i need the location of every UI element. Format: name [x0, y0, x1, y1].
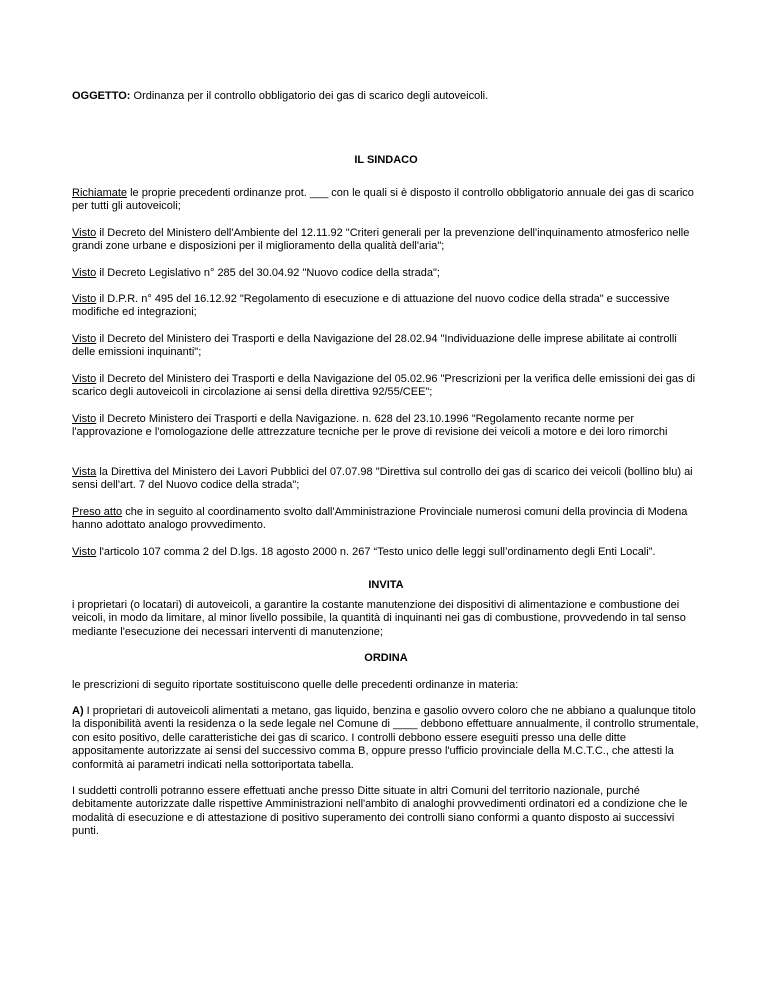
premise-text: il Decreto Legislativo n° 285 del 30.04.92 "Nuovo codice della strada";	[96, 267, 440, 279]
final-paragraph: I suddetti controlli potranno essere effettuati anche presso Ditte situate in altri Comuni del territorio nazionale, purché debitamente autorizzate dalle rispettive Amministrazioni nell'ambito di analoghi provvedimenti ordinatori ed a condizione che le modalità di esecuzione e di attestazione di positivo superamento dei controlli siano conformi a quanto disposto ai successivi punti.	[72, 785, 688, 838]
premise-text: il Decreto Ministero dei Trasporti e della Navigazione. n. 628 del 23.10.1996 "Regolamento recante norme per l'approvazione e l'omologazione delle attrezzature tecniche per le prove di revisione dei veicoli a motore e dei loro rimorchi	[72, 413, 668, 439]
premise-text: il Decreto del Ministero dell'Ambiente del 12.11.92 "Criteri generali per la prevenzione dell'inquinamento atmosferico nelle grandi zone urbane e disposizioni per il miglioramento della qualità dell'aria";	[72, 227, 690, 253]
subject-label: OGGETTO:	[72, 90, 131, 102]
point-a-label: A)	[72, 705, 84, 717]
point-a-paragraph	[72, 705, 700, 772]
premise-visto-dm-trasporti-96	[72, 373, 700, 400]
heading-invita: INVITA	[368, 579, 404, 591]
point-a-text: I proprietari di autoveicoli alimentati a metano, gas liquido, benzina e gasolio ovvero coloro che ne abbiano a qualunque titolo la disponibilità aventi la residenza o la sede legale nel Comune di ____ debbono effettuare annualmente, il controllo strumentale, con esito positivo, delle caratteristiche dei gas di scarico. I controlli debbono essere eseguiti presso una delle ditte appositamente autorizzate ai sensi del successivo comma B, oppure presso l'ufficio provinciale della M.C.T.C., che attesti la conformità ai parametri indicati nella sottoriportata tabella.	[72, 705, 699, 771]
premise-key: Visto	[72, 546, 97, 558]
heading-ordina: ORDINA	[364, 652, 408, 664]
ordina-intro: le prescrizioni di seguito riportate sostituiscono quelle delle precedenti ordinanze in materia:	[72, 679, 519, 691]
premise-text: il Decreto del Ministero dei Trasporti e della Navigazione del 28.02.94 "Individuazione delle imprese abilitate ai controlli delle emissioni inquinanti";	[72, 333, 677, 359]
premise-visto-dlgs-285	[72, 267, 700, 280]
premise-text: il Decreto del Ministero dei Trasporti e della Navigazione del 05.02.96 "Prescrizioni per la verifica delle emissioni dei gas di scarico degli autoveicoli in circolazione ai sensi della direttiva 92/55/CEE";	[72, 373, 696, 399]
heading-sindaco: IL SINDACO	[354, 154, 418, 166]
premise-richiamate	[72, 187, 700, 214]
premise-vista-direttiva	[72, 466, 700, 493]
premise-text: il D.P.R. n° 495 del 16.12.92 "Regolamento di esecuzione e di attuazione del nuovo codice della strada" e successive modifiche ed integrazioni;	[72, 293, 670, 319]
premise-key: Visto	[72, 227, 97, 239]
premise-text: la Direttiva del Ministero dei Lavori Pubblici del 07.07.98 "Direttiva sul controllo dei gas di scarico dei veicoli (bollino blu) ai sensi dell'art. 7 del Nuovo codice della strada";	[72, 466, 693, 492]
subject-line	[72, 90, 700, 103]
premise-preso-atto	[72, 506, 700, 533]
premise-key: Richiamate	[72, 187, 128, 199]
premise-key: Visto	[72, 293, 97, 305]
premise-visto-dm-628	[72, 413, 700, 440]
premise-key: Preso atto	[72, 506, 123, 518]
premise-key: Visto	[72, 413, 97, 425]
subject-text: Ordinanza per il controllo obbligatorio dei gas di scarico degli autoveicoli.	[130, 90, 489, 102]
invita-paragraph: i proprietari (o locatari) di autoveicoli, a garantire la costante manutenzione dei dispositivi di alimentazione e combustione dei veicoli, in modo da limitare, al minor livello possibile, la quantità di inquinanti nei gas di combustione, provvedendo in tal senso mediante l'esecuzione dei necessari interventi di manutenzione;	[72, 599, 686, 638]
premise-key: Vista	[72, 466, 97, 478]
premise-key: Visto	[72, 333, 97, 345]
premise-key: Visto	[72, 267, 97, 279]
premise-visto-dm-trasporti-94	[72, 333, 700, 360]
premise-text: che in seguito al coordinamento svolto dall'Amministrazione Provinciale numerosi comuni della provincia di Modena hanno adottato analogo provvedimento.	[72, 506, 688, 532]
premise-visto-tuel	[72, 546, 700, 559]
premise-key: Visto	[72, 373, 97, 385]
premise-visto-dpr-495	[72, 293, 700, 320]
premise-text: le proprie precedenti ordinanze prot. ___ con le quali si è disposto il controllo obbligatorio annuale dei gas di scarico per tutti gli autoveicoli;	[72, 187, 694, 213]
premise-text: l'articolo 107 comma 2 del D.lgs. 18 agosto 2000 n. 267 “Testo unico delle leggi sull’ordinamento degli Enti Locali”.	[96, 546, 656, 558]
premise-visto-dm-ambiente	[72, 227, 700, 254]
